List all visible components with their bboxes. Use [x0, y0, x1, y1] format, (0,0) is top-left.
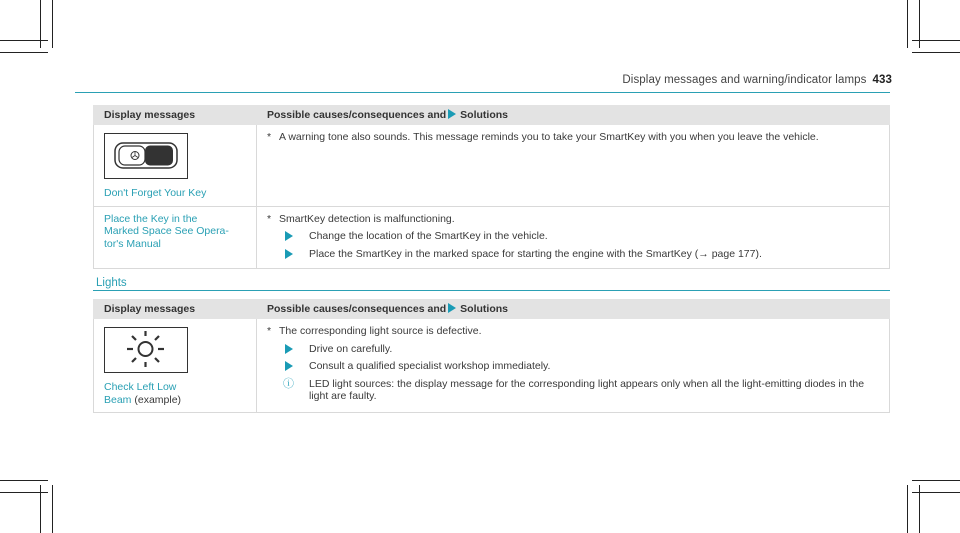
message-cell: [94, 125, 257, 207]
table-header-row: [94, 106, 890, 125]
arrow-icon: [448, 109, 456, 119]
cause-note: * The corresponding light source is defective.: [267, 325, 482, 337]
cause-note: * SmartKey detection is malfunctioning.: [267, 212, 455, 225]
info-icon: ⓘ: [283, 377, 294, 390]
solution-step: Change the location of the SmartKey in the vehicle.: [279, 230, 879, 243]
table-header-row: [94, 300, 890, 319]
message-name: Check Left Low Beam (example): [104, 381, 182, 406]
solution-step: Drive on carefully.: [279, 343, 879, 356]
header-rule: [75, 92, 890, 93]
column-header-messages: Display messages: [94, 106, 257, 125]
smartkey-icon: [104, 133, 188, 179]
message-cell: [94, 319, 257, 413]
column-header-causes: Possible causes/consequences and Solutions: [257, 300, 890, 319]
column-header-messages: Display messages: [94, 300, 257, 319]
display-messages-table: [93, 105, 890, 269]
arrow-icon: [285, 249, 293, 259]
table-row: [94, 319, 890, 413]
solution-step: Place the SmartKey in the marked space for starting the engine with the SmartKey (→ page 177).: [279, 248, 879, 261]
table-row: [94, 125, 890, 207]
arrow-icon: [285, 361, 293, 371]
message-cell: [94, 206, 257, 269]
arrow-icon: [448, 303, 456, 313]
message-name: Place the Key in the Marked Space See Opera-tor's Manual: [104, 212, 229, 250]
info-note: ⓘ LED light sources: the display message for the corresponding light appears only when all the light-emitting diodes in the light are faulty.: [283, 377, 865, 402]
page-number: 433: [872, 74, 892, 86]
cause-cell: [257, 125, 890, 207]
running-header: [622, 74, 892, 86]
light-bulb-icon: [104, 327, 188, 373]
lights-messages-table: [93, 299, 890, 413]
section-title: Lights: [96, 277, 127, 289]
table-row: [94, 206, 890, 269]
message-name: Don't Forget Your Key: [104, 187, 207, 199]
column-header-causes: Possible causes/consequences and Solutions: [257, 106, 890, 125]
arrow-icon: [285, 344, 293, 354]
cause-note: * A warning tone also sounds. This message reminds you to take your SmartKey with you when you leave the vehicle.: [267, 131, 819, 143]
cause-cell: [257, 206, 890, 269]
header-title: Display messages and warning/indicator lamps: [622, 74, 867, 86]
solution-step: Consult a qualified specialist workshop immediately.: [279, 360, 879, 373]
section-rule: [93, 290, 890, 291]
arrow-icon: [285, 231, 293, 241]
cause-cell: [257, 319, 890, 413]
